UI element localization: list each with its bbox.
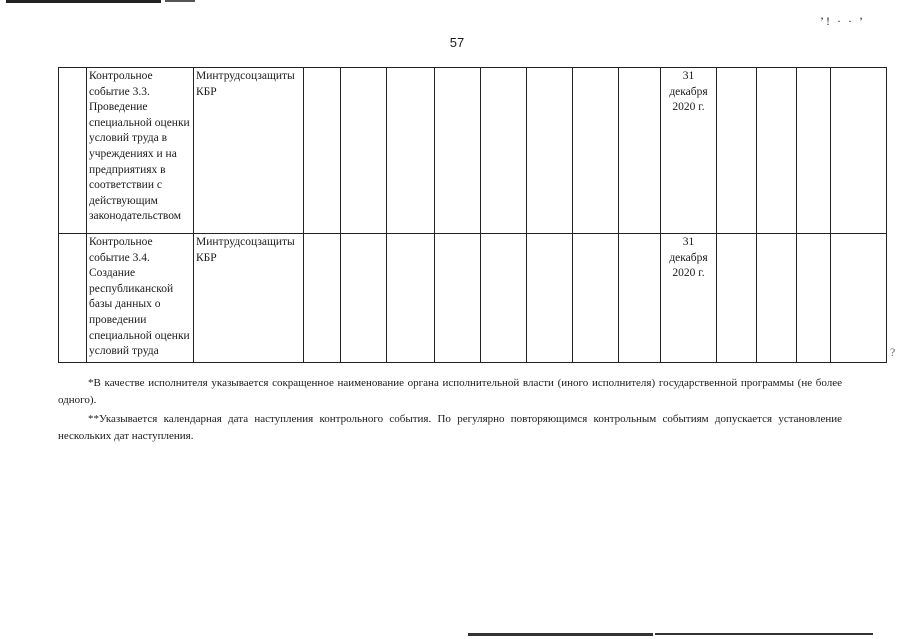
footnote-executor: *В качестве исполнителя указывается сокращенное наименование органа исполнительной власти (иного исполнителя) государственной программы (не более одного). <box>58 377 842 406</box>
empty-cell <box>573 68 619 234</box>
page-number: 57 <box>449 35 465 50</box>
table-row <box>59 234 887 363</box>
empty-cell <box>757 68 797 234</box>
empty-cell <box>797 68 831 234</box>
scan-artifact-top <box>6 0 161 3</box>
empty-cell <box>435 234 481 363</box>
empty-cell <box>304 234 341 363</box>
date-cell: 31 декабря 2020 г. <box>661 234 717 363</box>
row-number-cell <box>59 68 87 234</box>
empty-cell <box>387 234 435 363</box>
corner-mark: ’! · · ’ <box>820 14 865 28</box>
control-events-table <box>58 67 887 363</box>
scan-artifact-bottom-2 <box>655 633 873 635</box>
empty-cell <box>481 68 527 234</box>
executor-cell: Минтрудсоцзащиты КБР <box>194 234 304 363</box>
event-cell: Контрольное событие 3.3. Проведение специальной оценки условий труда в учреждениях и на предприятиях в соответствии с действующим законодательством <box>87 68 194 234</box>
empty-cell <box>304 68 341 234</box>
empty-cell <box>573 234 619 363</box>
row-number-cell <box>59 234 87 363</box>
empty-cell <box>717 234 757 363</box>
empty-cell <box>341 68 387 234</box>
empty-cell <box>797 234 831 363</box>
table-row <box>59 68 887 234</box>
empty-cell <box>435 68 481 234</box>
executor-cell: Минтрудсоцзащиты КБР <box>194 68 304 234</box>
empty-cell <box>527 68 573 234</box>
empty-cell <box>717 68 757 234</box>
empty-cell <box>341 234 387 363</box>
date-cell: 31 декабря 2020 г. <box>661 68 717 234</box>
empty-cell <box>831 234 887 363</box>
footnote-date: **Указывается календарная дата наступления контрольного события. По регулярно повторяющимся контрольным событиям допускается установление нескольких дат наступления. <box>58 413 842 442</box>
empty-cell <box>831 68 887 234</box>
empty-cell <box>387 68 435 234</box>
empty-cell <box>619 234 661 363</box>
scan-artifact-top-2 <box>165 0 195 2</box>
event-cell: Контрольное событие 3.4. Создание республиканской базы данных о проведении специальной оценки условий труда <box>87 234 194 363</box>
empty-cell <box>757 234 797 363</box>
empty-cell <box>619 68 661 234</box>
scan-artifact-bottom <box>468 633 653 636</box>
empty-cell <box>481 234 527 363</box>
margin-mark: ? <box>890 345 896 359</box>
empty-cell <box>527 234 573 363</box>
